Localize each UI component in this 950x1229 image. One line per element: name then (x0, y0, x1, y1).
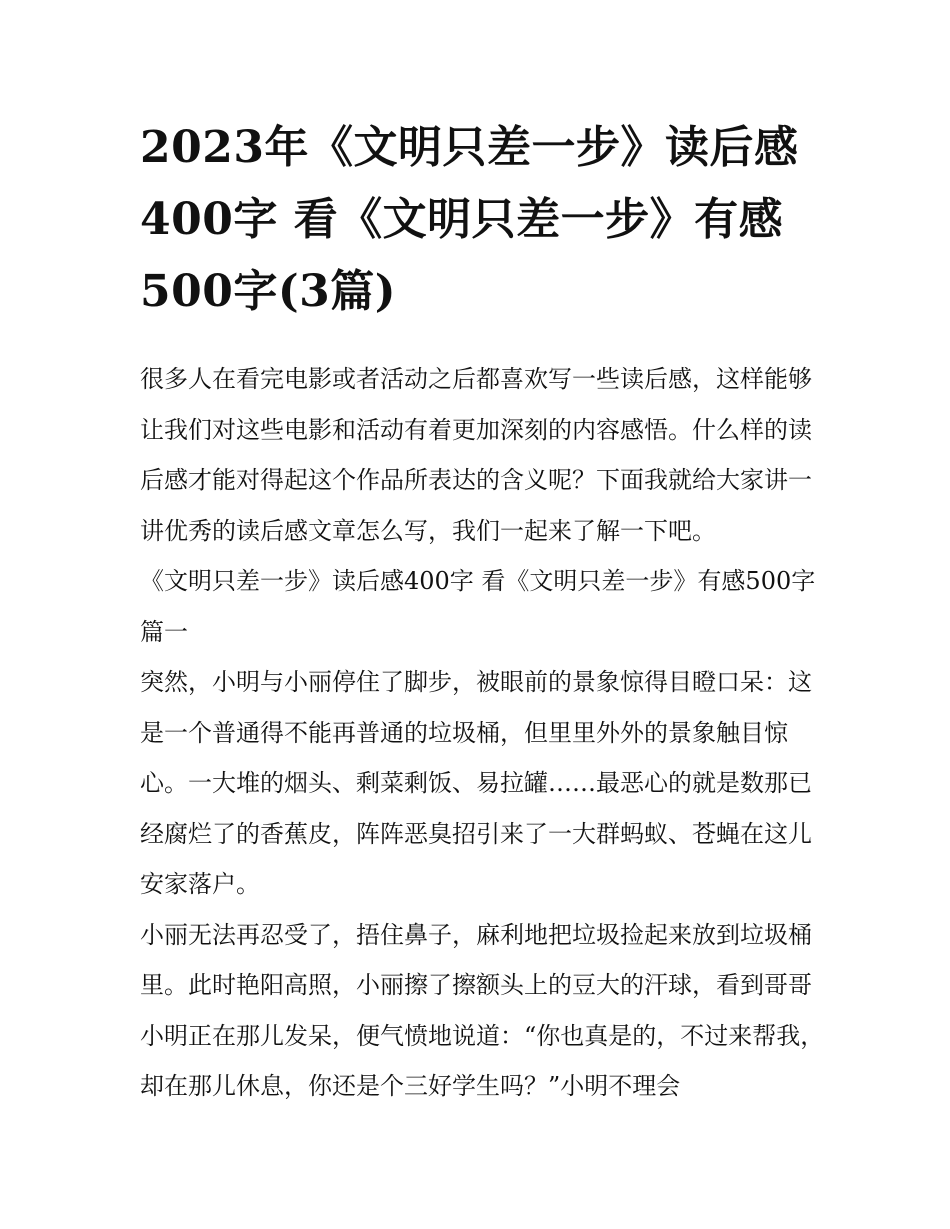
document-body (140, 354, 830, 1112)
document-title: 2023年《文明只差一步》读后感400字 看《文明只差一步》有感500字(3篇) (140, 122, 799, 317)
body-paragraph: 小丽无法再忍受了，捂住鼻子，麻利地把垃圾捡起来放到垃圾桶里。此时艳阳高照，小丽擦了擦额头上的豆大的汗球，看到哥哥小明正在那儿发呆，便气愤地说道：“你也真是的，不过来帮我，却在那儿休息，你还是个三好学生吗？”小明不理会 (140, 920, 825, 1100)
body-paragraph: 突然，小明与小丽停住了脚步，被眼前的景象惊得目瞪口呆：这是一个普通得不能再普通的垃圾桶，但里里外外的景象触目惊心。一大堆的烟头、剩菜剩饭、易拉罐……最恶心的就是数那已经腐烂了的香蕉皮，阵阵恶臭招引来了一大群蚂蚁、苍蝇在这儿安家落户。 (140, 668, 812, 898)
section-heading: 《文明只差一步》读后感400字 看《文明只差一步》有感500字篇一 (140, 567, 816, 646)
intro-paragraph: 很多人在看完电影或者活动之后都喜欢写一些读后感，这样能够让我们对这些电影和活动有着更加深刻的内容感悟。什么样的读后感才能对得起这个作品所表达的含义呢？下面我就给大家讲一讲优秀的读后感文章怎么写，我们一起来了解一下吧。 (140, 365, 812, 545)
